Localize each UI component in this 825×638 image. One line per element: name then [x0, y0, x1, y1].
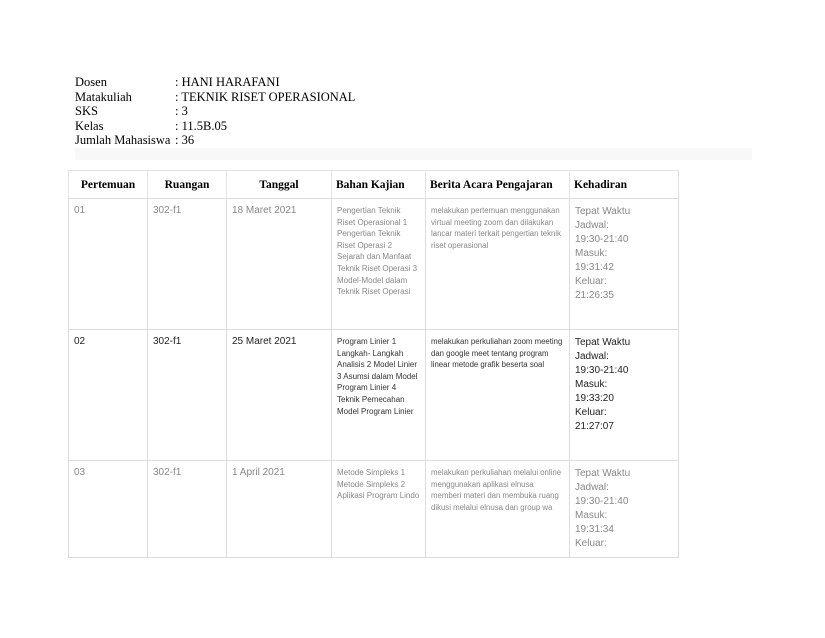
- keluar-label: Keluar:: [575, 407, 607, 418]
- info-row-dosen: [75, 75, 355, 90]
- cell-bahan-kajian: Program Linier 1 Langkah- Langkah Analisis 2 Model Linier 3 Asumsi dalam Model Program Linier 4 Teknik Pemecahan Model Program Linier: [332, 330, 426, 461]
- cell-ruangan: 302-f1: [148, 330, 227, 461]
- info-row-jumlah: [75, 133, 355, 148]
- cell-bahan-kajian: Pengertian Teknik Riset Operasional 1 Pengertian Teknik Riset Operasi 2 Sejarah dan Manfaat Teknik Riset Operasi 3 Model-Model dalam Teknik Riset Operasi: [332, 199, 426, 330]
- jadwal-value: 19:30-21:40: [575, 365, 629, 376]
- cell-pertemuan: 02: [69, 330, 148, 461]
- keluar-value: 21:26:35: [575, 290, 614, 301]
- header-berita-acara: Berita Acara Pengajaran: [426, 171, 570, 199]
- attendance-status: Tepat Waktu: [575, 468, 631, 479]
- sks-label: SKS: [75, 104, 98, 118]
- header-ruangan: Ruangan: [148, 171, 227, 199]
- course-info: [75, 75, 355, 148]
- header-tanggal: Tanggal: [227, 171, 332, 199]
- cell-kehadiran: [570, 461, 679, 558]
- dosen-value: : HANI HARAFANI: [175, 75, 280, 89]
- cell-tanggal: 25 Maret 2021: [227, 330, 332, 461]
- info-row-kelas: [75, 119, 355, 134]
- dosen-label: Dosen: [75, 75, 107, 89]
- cell-tanggal: 1 April 2021: [227, 461, 332, 558]
- info-row-sks: [75, 104, 355, 119]
- cell-tanggal: 18 Maret 2021: [227, 199, 332, 330]
- masuk-value: 19:31:42: [575, 262, 614, 273]
- table-row: [69, 461, 679, 558]
- divider-band: [75, 148, 752, 160]
- matakuliah-value: : TEKNIK RISET OPERASIONAL: [175, 89, 356, 104]
- masuk-value: 19:33:20: [575, 393, 614, 404]
- masuk-label: Masuk:: [575, 248, 608, 259]
- jumlah-mahasiswa-label: Jumlah Mahasiswa: [75, 133, 171, 147]
- cell-pertemuan: 01: [69, 199, 148, 330]
- cell-berita-acara: melakukan perkuliahan zoom meeting dan google meet tentang program linear metode grafik beserta soal: [426, 330, 570, 461]
- cell-berita-acara: melakukan pertemuan menggunakan virtual meeting zoom dan dilakukan lancar materi terkait pengertian teknik riset operasional: [426, 199, 570, 330]
- keluar-value: 21:27:07: [575, 421, 614, 432]
- cell-kehadiran: [570, 330, 679, 461]
- cell-ruangan: 302-f1: [148, 199, 227, 330]
- info-row-matakuliah: [75, 90, 355, 105]
- table-header-row: [69, 171, 679, 199]
- sks-value: : 3: [175, 104, 188, 118]
- cell-bahan-kajian: Metode Simpleks 1 Metode Simpleks 2 Aplikasi Program Lindo: [332, 461, 426, 558]
- cell-berita-acara: melakukan perkuliahan melalui online menggunakan aplikasi elnusa memberi materi dan membuka ruang dikusi melalui elnusa dan group wa: [426, 461, 570, 558]
- matakuliah-label: Matakuliah: [75, 89, 132, 104]
- cell-pertemuan: 03: [69, 461, 148, 558]
- jadwal-label: Jadwal:: [575, 220, 609, 231]
- masuk-value: 19:31:34: [575, 524, 614, 535]
- keluar-label: Keluar:: [575, 538, 607, 549]
- table-row: [69, 199, 679, 330]
- keluar-label: Keluar:: [575, 276, 607, 287]
- jadwal-value: 19:30-21:40: [575, 234, 629, 245]
- attendance-status: Tepat Waktu: [575, 206, 631, 217]
- jadwal-label: Jadwal:: [575, 482, 609, 493]
- header-bahan-kajian: Bahan Kajian: [332, 171, 426, 199]
- cell-kehadiran: [570, 199, 679, 330]
- header-kehadiran: Kehadiran: [570, 171, 679, 199]
- jadwal-value: 19:30-21:40: [575, 496, 629, 507]
- kelas-label: Kelas: [75, 118, 104, 133]
- jumlah-mahasiswa-value: : 36: [175, 133, 195, 147]
- kelas-value: : 11.5B.05: [175, 118, 227, 133]
- masuk-label: Masuk:: [575, 379, 608, 390]
- jadwal-label: Jadwal:: [575, 351, 609, 362]
- masuk-label: Masuk:: [575, 510, 608, 521]
- attendance-status: Tepat Waktu: [575, 337, 631, 348]
- header-pertemuan: Pertemuan: [69, 171, 148, 199]
- table-row: [69, 330, 679, 461]
- attendance-table: [68, 170, 679, 558]
- cell-ruangan: 302-f1: [148, 461, 227, 558]
